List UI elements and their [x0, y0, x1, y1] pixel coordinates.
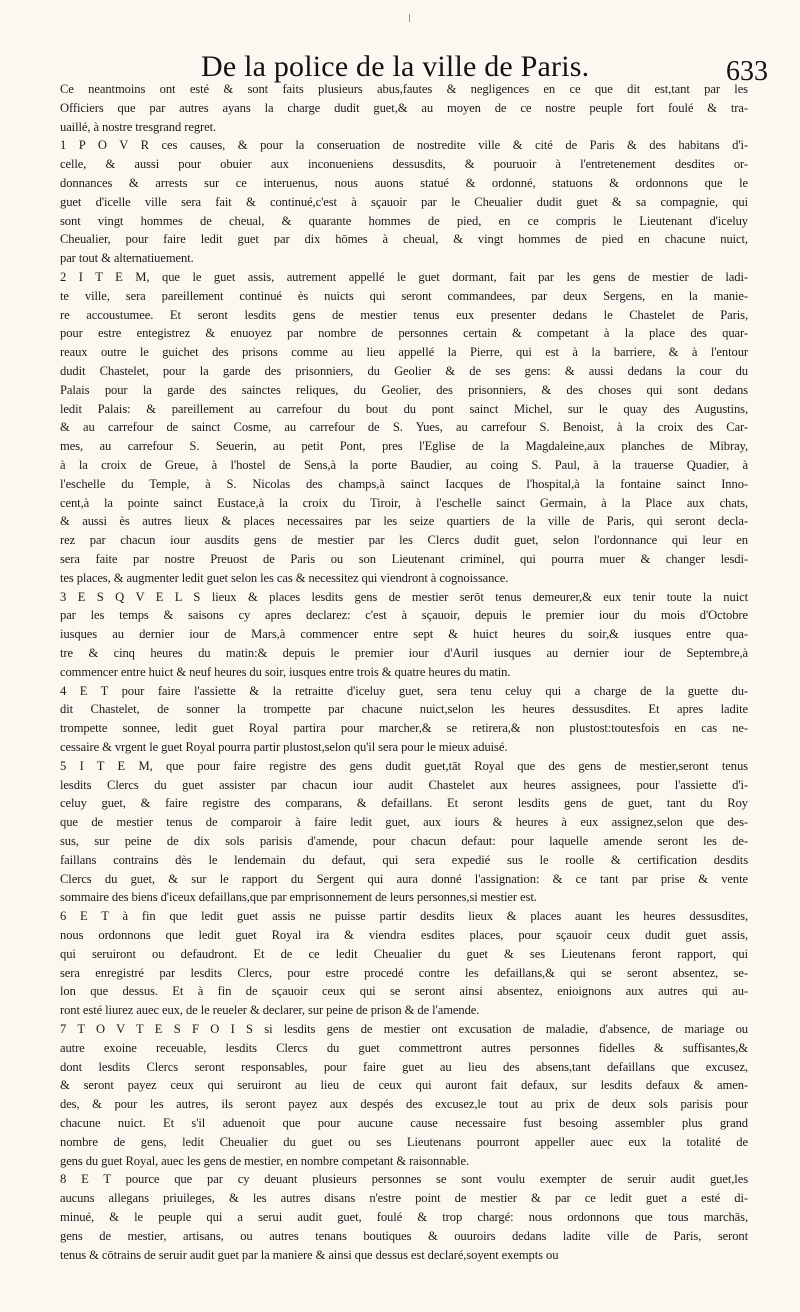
text-line: Palais pour la garde des sainctes reliques, du Geolier, des prisonniers, & des choses qui sont dedans — [60, 382, 748, 397]
text-line: Clercs du guet, & sur le rapport du Sergent qui aura donné l'assignation: & ce tant par prise & vente — [60, 871, 748, 886]
text-line: ledit Palais: & pareillement au carrefour du bout du pont sainct Michel, sur le quay des Augustins, — [60, 401, 748, 416]
text-line: 6 E T à fin que ledit guet assis ne puisse partir desdits lieux & places auant les heures dessusdites, — [60, 909, 748, 924]
text-line: 8 E T pource que par cy deuant plusieurs personnes se sont voulu exempter de seruir audit guet,les — [60, 1172, 748, 1187]
text-line: l'eschelle du Temple, à S. Nicolas des champs,à sainct Iacques de l'hospital,à la fontaine sainct Inno- — [60, 476, 748, 491]
running-title: De la police de la ville de Paris. — [201, 50, 590, 83]
text-line: commencer entre huict & neuf heures du soir, iusques entre trois & quatre heures du matin. — [60, 664, 511, 679]
text-line: sera faite par nostre Preuost de Paris ou son Lieutenant criminel, qui pourra muer & changer lesdi- — [60, 552, 748, 566]
text-line: te ville, sera pareillement continué ès nuicts qui seront commandees, par deux Sergens, en la manie- — [60, 288, 748, 303]
text-line: celuy guet, & faire registre des comparans, & defaillans. Et seront lesdits gens de guet, tant du Roy — [60, 796, 748, 811]
text-line: sont vingt hommes de cheual, & quarante hommes de pied, en ce compris le Lieutenant d'iceluy — [60, 213, 748, 228]
text-line: par les temps & saisons cy apres declarez: c'est à sçauoir, depuis le premier iour du mois d'Octobre — [60, 608, 748, 623]
text-line: donnances & arrests sur ce interuenus, nous auons statué & ordonné, statuons & ordonnons que le — [60, 176, 748, 190]
text-line: & seront payez ceux qui seruiront au lieu de ceux qui auront fait defaux, sur lesdits defaux & amen- — [60, 1078, 748, 1093]
text-line: Ce neantmoins ont esté & sont faits plusieurs abus,fautes & negligences en ce que dit est,tant par les — [60, 82, 748, 96]
text-line: mes, au carrefour S. Seuerin, au petit Pont, pres l'Eglise de la Magdaleine,aux planches de Mibray, — [60, 439, 748, 454]
text-line: lesdits Clercs du guet assister par chacun iour audit Chastelet aux heures assignees, pour l'assiette d'i- — [60, 777, 748, 792]
text-line: Cheualier, pour faire ledit guet par dix hōmes à cheual, & vingt hommes de pied en chacune nuict, — [60, 232, 748, 247]
text-line: sommaire des biens d'iceux defaillans,que par emprisonnement de leurs personnes,si mestier est. — [60, 890, 537, 905]
text-line: tenus & cōtrains de seruir audit guet par la maniere & ainsi que dessus est declaré,soyent exempts ou — [60, 1247, 559, 1262]
text-line: nous ordonnons que ledit guet Royal ira & viendra esdites places, pour sçauoir ceux dudit guet assis, — [60, 928, 748, 942]
text-line: lon que dessus. Et à fin de sçauoir ceux qui se seront ainsi absentez, enioignons aux autres qui au- — [60, 984, 748, 999]
text-line: reaux outre le guichet des prisons comme au lieu appellé la Pierre, qui est à la barriere, & à l'entour — [60, 345, 748, 360]
text-line: rez par chacun iour ausdits gens de mestier par les Clercs dudit guet, selon l'ordonnance qui leur en — [60, 533, 748, 548]
text-line: ront esté liurez auec eux, de le reueler & declarer, sur peine de prison & de l'amende. — [60, 1003, 480, 1018]
text-line: à la croix de Greue, à l'hostel de Sens,à la porte Baudier, au coing S. Paul, à la trauerse Quadier, à — [60, 458, 748, 472]
text-line: que de mestier tenus de comparoir à faire ledit guet, aux iours & heures à eux assignez,selon que des- — [60, 815, 748, 830]
text-line: dudit Chastelet, pour la garde des prisonniers, du Geolier & de ses gens: & aussi dedans la cour du — [60, 364, 748, 378]
text-line: chacune nuict. Et s'il aduenoit que pour aucune cause necessaire fust besoing assembler plus grand — [60, 1116, 748, 1130]
text-line: gens de mestier, artisans, ou autres tenans boutiques & ouuroirs dedans ladite ville de Paris, seront — [60, 1228, 748, 1243]
text-line: autre exoine receuable, lesdits Clercs du guet commettront autres personnes fidelles & suffisantes,& — [60, 1040, 748, 1055]
text-line: tes places, & augmenter ledit guet selon les cas & necessitez qui viendront à cognoissance. — [60, 570, 509, 585]
text-line: pour estre entegistrez & enuoyez par nombre de personnes certain & competant à la place des quar- — [60, 326, 748, 341]
text-line: guet d'icelle ville sera fait & continué,c'est à sçauoir par le Cheualier dudit guet & sa compagnie, qui — [60, 194, 748, 209]
body-text — [60, 82, 748, 1292]
text-line: celle, & aussi pour obuier aux inconueniens dessusdits, & pouruoir à l'entretenement desdites or- — [60, 157, 748, 172]
text-line: & au carrefour de sainct Cosme, au carrefour de S. Yues, au carrefour S. Benoist, à la croix des Car- — [60, 420, 748, 435]
page-number: 633 — [726, 56, 768, 87]
text-line: aucuns allegans priuileges, & les autres disans n'estre point de mestier & par ce ledit guet a esté di- — [60, 1191, 748, 1206]
text-line: 1 P O V R ces causes, & pour la conseruation de nostredite ville & cité de Paris & des habitans d'i- — [60, 138, 748, 153]
text-line: 3 E S Q V E L S lieux & places lesdits gens de mestier serōt tenus demeurer,& eux tenir toute la nuict — [60, 589, 748, 604]
text-line: & aussi ès autres lieux & places necessaires par les seize quartiers de la ville de Paris, qui seront decla- — [60, 514, 748, 529]
text-line: sera enregistré par lesdits Clercs, pour estre procedé contre les defaillans,& qui se seront absentez, se- — [60, 965, 748, 980]
text-line: des, & pour les autres, ils seront payez aux despés des excusez,le tout au prix de deux sols parisis pour — [60, 1097, 748, 1112]
text-line: dit Chastelet, de sonner la trompette par chacune nuict,selon les heures dessusdites. Et apres ladite — [60, 702, 748, 717]
text-line: 2 I T E M, que le guet assis, autrement appellé le guet dormant, fait par les gens de mestier de ladi- — [60, 270, 748, 284]
text-line: trompette sonnee, ledit guet Royal partira pour marcher,& se retirera,& non plustost:toutesfois en cas ne- — [60, 721, 748, 736]
text-line: faillans contrains dès le lendemain du defaut, qui sera expedié sus le roolle & certification desdits — [60, 852, 748, 867]
text-line: re accoustumee. Et seront lesdits gens de mestier tenus eux presenter dedans le Chastelet de Paris, — [60, 307, 748, 322]
text-line: 4 E T pour faire l'assiette & la retraitte d'iceluy guet, sera tenu celuy qui a charge de la guette du- — [60, 683, 748, 698]
text-line: par tout & alternatiuement. — [60, 251, 194, 266]
text-line: iusques au dernier iour de Mars,à commencer entre sept & huict heures du soir,& iusques entre qua- — [60, 627, 748, 642]
text-line: nombre de gens, ledit Cheualier du guet ou ses Lieutenans pourront appeller auec eux la totalité de — [60, 1134, 748, 1149]
page-mark — [409, 14, 410, 22]
text-line: 7 T O V T E S F O I S si lesdits gens de mestier ont excusation de maladie, d'absence, de mariage ou — [60, 1022, 748, 1036]
text-line: minué, & le peuple qui a serui audit guet, foulé & trop chargé: nous ordonnons que tous marchās, — [60, 1210, 748, 1224]
text-line: 5 I T E M, que pour faire registre des gens dudit guet,tāt Royal que des gens de mestier,seront tenus — [60, 758, 748, 773]
text-line: gens du guet Royal, auec les gens de mestier, en nombre competant & raisonnable. — [60, 1153, 470, 1168]
text-line: qui seruiront ou defaudront. Et de ce ledit Cheualier du guet & ses Lieutenans feront rapport, qui — [60, 946, 748, 961]
text-line: sus, sur peine de dix sols parisis d'amende, pour chacun defaut: pour laquelle amende seront les de- — [60, 834, 748, 848]
text-line: uaillé, à nostre tresgrand regret. — [60, 119, 217, 134]
text-line: cent,à la pointe sainct Eustace,à la croix du Tiroir, à l'eschelle sainct Germain, à la Place aux chats, — [60, 495, 748, 510]
text-line: cessaire & vrgent le guet Royal pourra partir plustost,selon qu'il sera pour le mieux aduisé. — [60, 740, 508, 754]
text-line: dont lesdits Clercs seront responsables, pour faire guet au lieu des absens,tant defaillans que excusez, — [60, 1059, 748, 1074]
text-line: Officiers que par autres ayans la charge dudit guet,& au moyen de ce nostre peuple fort foulé & tra- — [60, 100, 748, 115]
text-line: tre & cinq heures du matin:& depuis le premier iour d'Auril iusques au dernier iour de Septembre,à — [60, 646, 748, 660]
